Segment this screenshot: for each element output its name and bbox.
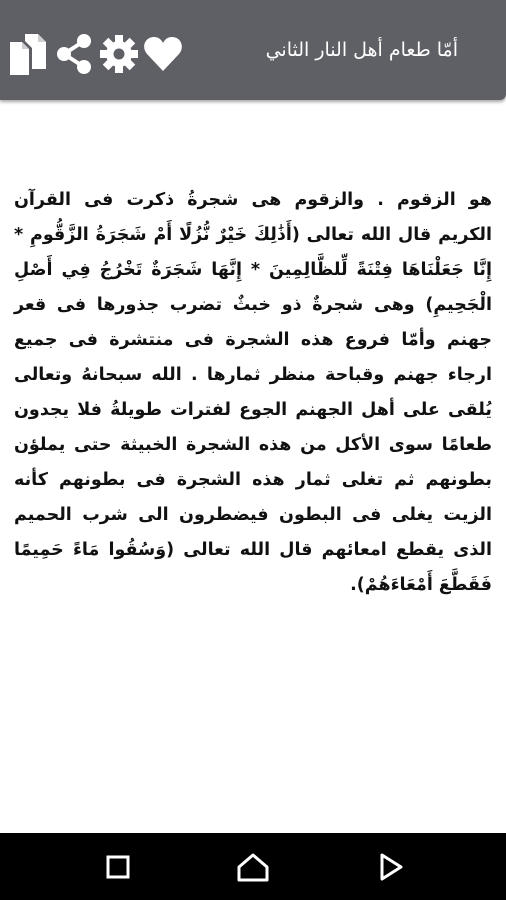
- back-triangle-icon[interactable]: [369, 845, 413, 889]
- home-icon[interactable]: [231, 845, 275, 889]
- article-text: هو الزقوم . والزقوم هى شجرةُ ذكرت فى القرآن الكريم قال الله تعالى (أَذَٰلِكَ خَيْرٌ نُّزُلًا أَمْ شَجَرَةُ الزَّقُّومِ * إِنَّا جَعَلْنَاهَا فِتْنَةً لِّلظَّالِمِينَ * إِنَّهَا شَجَرَةٌ تَخْرُجُ فِي أَصْلِ الْجَحِيمِ) وهى شجرةٌ ذو خبثٌ تضرب جذورها فى قعر جهنم وأمّا فروع هذه الشجرة فى منتشرة فى جميع ارجاء جهنم وقباحة منظر ثمارها . الله سبحانهُ وتعالى يُلقى على أهل الجهنم الجوع لفترات طويلةُ فلا يجدون طعامًا سوى الأكل من هذه الشجرة الخبيثة حتى يملؤن بطونهم ثم تغلى ثمار هذه الشجرة فى بطونهم كأنه الزيت يغلى فى البطون فيضطرون الى شرب الحميم الذى يقطع امعائهم قال الله تعالى (وَسُقُوا مَاءً حَمِيمًا فَقَطَّعَ أَمْعَاءَهُمْ).: [14, 190, 492, 595]
- recent-apps-square-icon[interactable]: [96, 845, 140, 889]
- page-title: أمّا طعام أهل النار الثاني: [265, 39, 458, 61]
- settings-gear-icon[interactable]: [97, 32, 141, 76]
- share-icon[interactable]: [52, 32, 96, 76]
- copy-icon[interactable]: [6, 32, 50, 76]
- app-bar: [0, 0, 506, 100]
- system-navigation-bar: [0, 833, 506, 900]
- favorite-heart-icon[interactable]: [141, 32, 185, 76]
